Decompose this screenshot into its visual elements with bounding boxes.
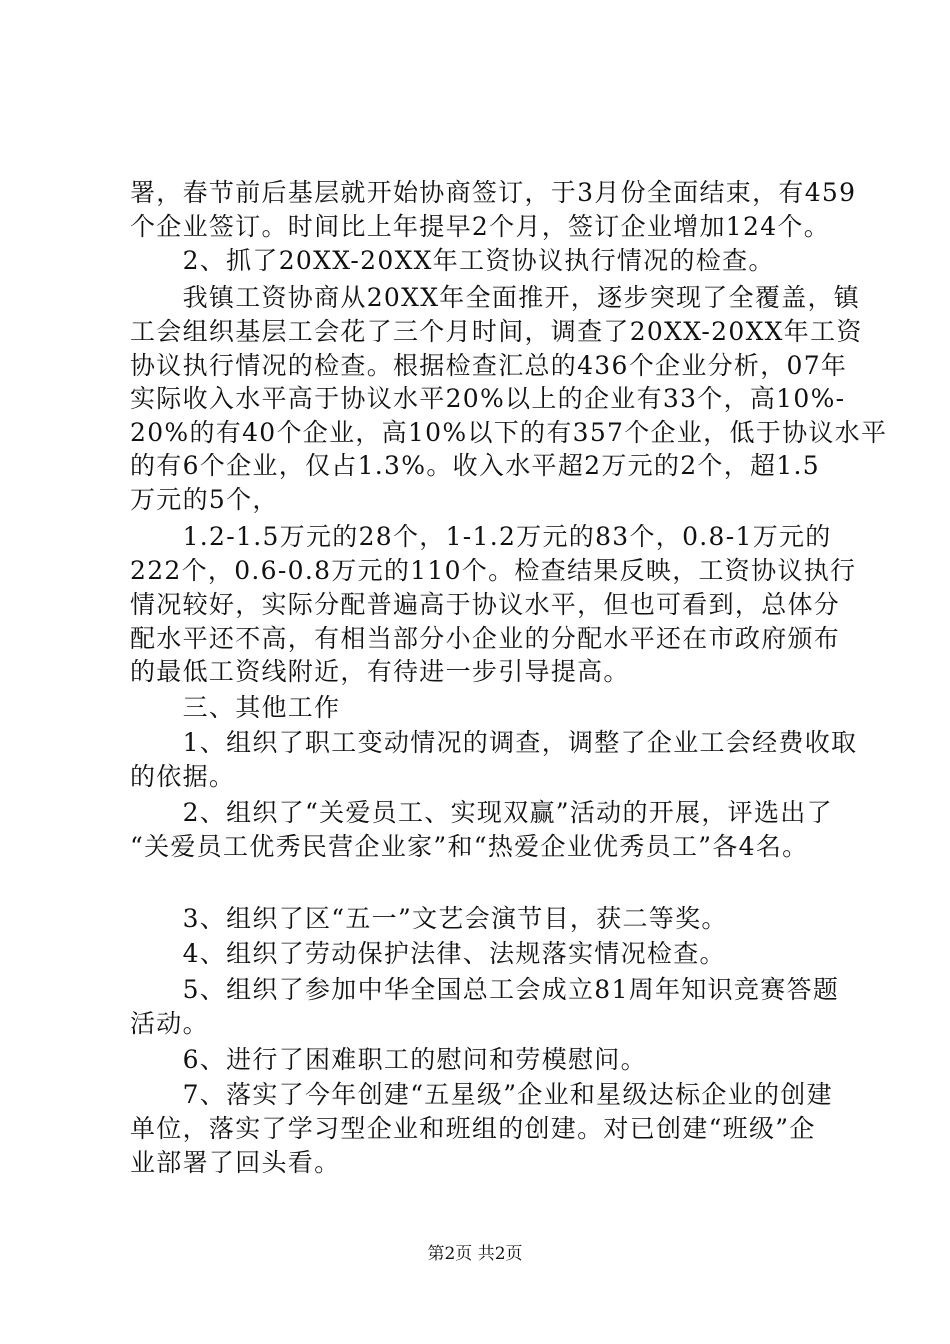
paragraph-line: 1、组织了职工变动情况的调查，调整了企业工会经费收取 [130,728,858,757]
paragraph-line: 4、组织了劳动保护法律、法规落实情况检查。 [130,939,726,968]
paragraph-line: 业部署了回头看。 [130,1148,341,1177]
paragraph-line: 6、进行了困难职工的慰问和劳模慰问。 [130,1045,647,1074]
paragraph-line: 配水平还不高，有相当部分小企业的分配水平还在市政府颁布 [130,624,841,653]
paragraph-line: 20%的有40个企业，高10%以下的有357个企业，低于协议水平 [130,418,888,447]
paragraph-line: 3、组织了区“五一”文艺会演节目，获二等奖。 [130,904,728,933]
paragraph-line: 2、抓了20XX-20XX年工资协议执行情况的检查。 [130,246,775,275]
paragraph-line: 1.2-1.5万元的28个，1-1.2万元的83个，0.8-1万元的 [130,522,832,551]
paragraph-line: 署，春节前后基层就开始协商签订，于3月份全面结束，有459 [130,178,857,207]
paragraph-line: 活动。 [130,1009,209,1038]
paragraph-line: 万元的5个， [130,485,279,514]
paragraph-line: 协议执行情况的检查。根据检查汇总的436个企业分析，07年 [130,351,848,380]
paragraph-line: 实际收入水平高于协议水平20%以上的企业有33个，高10%- [130,384,846,413]
paragraph-line: 的最低工资线附近，有待进一步引导提高。 [130,657,630,686]
paragraph-line: 情况较好，实际分配普遍高于协议水平，但也可看到，总体分 [130,590,841,619]
paragraph-line: 的依据。 [130,762,236,791]
paragraph-line: 的有6个企业，仅占1.3%。收入水平超2万元的2个，超1.5 [130,451,820,480]
paragraph-line: 单位，落实了学习型企业和班组的创建。对已创建“班级”企 [130,1114,816,1143]
paragraph-line: “关爱员工优秀民营企业家”和“热爱企业优秀员工”各4名。 [130,832,809,861]
paragraph-line: 5、组织了参加中华全国总工会成立81周年知识竞赛答题 [130,975,840,1004]
section-heading: 三、其他工作 [130,693,341,722]
paragraph-line: 222个，0.6-0.8万元的110个。检查结果反映，工资协议执行 [130,556,857,585]
paragraph-line: 工会组织基层工会花了三个月时间，调查了20XX-20XX年工资 [130,317,863,346]
paragraph-line: 个企业签订。时间比上年提早2个月，签订企业增加124个。 [130,212,831,241]
paragraph-line: 我镇工资协商从20XX年全面推开，逐步突现了全覆盖，镇 [130,283,861,312]
page-number-footer: 第2页 共2页 [427,1244,523,1264]
paragraph-line: 7、落实了今年创建“五星级”企业和星级达标企业的创建 [130,1080,833,1109]
paragraph-line: 2、组织了“关爱员工、实现双赢”活动的开展，评选出了 [130,798,833,827]
